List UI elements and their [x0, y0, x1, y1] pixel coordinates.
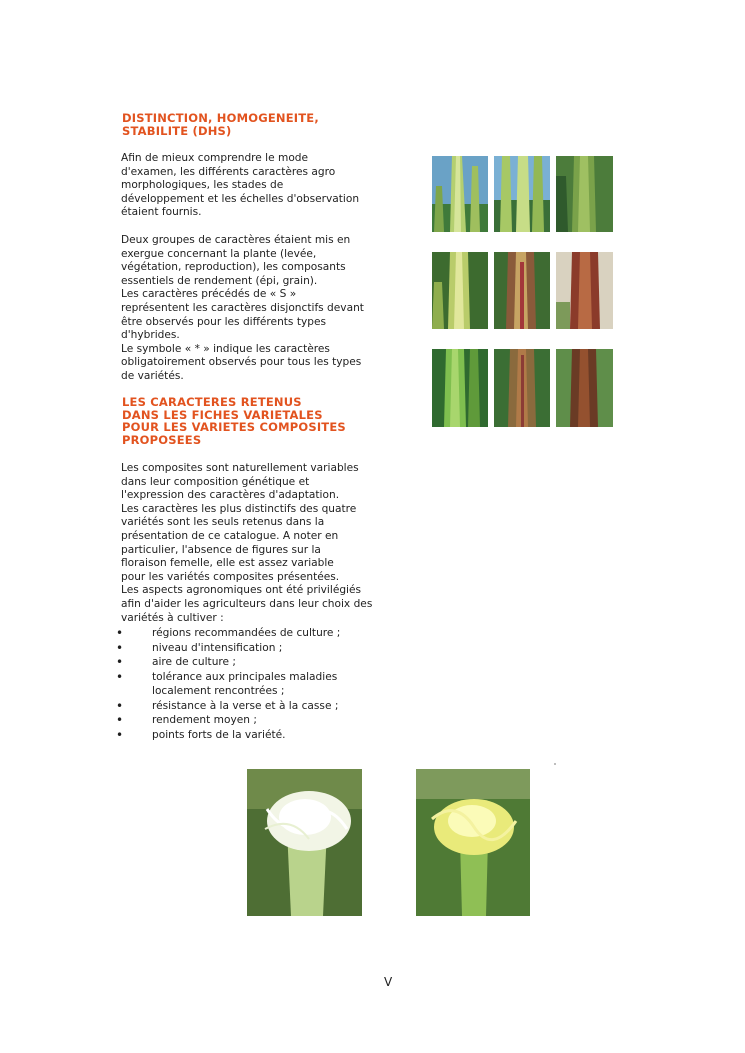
bullet-icon: • [116, 713, 124, 727]
tassel-photo-red-3 [494, 349, 550, 427]
list-item: • points forts de la variété. [116, 727, 286, 742]
list-item: • rendement moyen ; [116, 713, 257, 727]
bullet-icon: • [116, 626, 124, 640]
silk-photo-white [247, 769, 362, 916]
list-item: • niveau d'intensification ; [116, 640, 283, 655]
bullet-list-agronomic-aspects [116, 626, 396, 742]
page-number: V [384, 975, 393, 989]
tassel-photo-green-2 [494, 156, 550, 232]
bullet-icon: • [116, 669, 124, 684]
silk-photo-yellow [416, 769, 530, 916]
list-item: • résistance à la verse et à la casse ; [116, 698, 339, 713]
bullet-icon: • [116, 727, 124, 742]
paragraph-intro: Afin de mieux comprendre le mode d'examen, les différents caractères agro morphologiques, les stades de développement et les échelles d'observation étaient fournis. [121, 152, 360, 219]
scan-speck [554, 763, 556, 765]
list-item: • aire de culture ; [116, 655, 236, 669]
tassel-photo-green-1 [432, 156, 488, 232]
tassel-photo-red-2 [556, 252, 613, 329]
paragraph-character-groups: Deux groupes de caractères étaient mis en exergue concernant la plante (levée, végétation, reproduction), les composants essentiels de rendement (épi, grain). Les caractères précédés de « S » représentent les caractères disjonctifs devant être observés pour les différents types d'hybrides. Le symbole « * » indique les caractères obligatoirement observés pour tous les types de variétés. [121, 234, 364, 382]
tassel-photo-red-4 [556, 349, 613, 427]
paragraph-composites: Les composites sont naturellement variables dans leur composition génétique et l'expression des caractères d'adaptation. Les caractères les plus distinctifs des quatre variétés sont les seuls retenus dans la présentation de ce catalogue. A noter en particulier, l'absence de figures sur la floraison femelle, elle est assez variable pour les variétés composites présentées. Les aspects agronomiques ont été privilégiés afin d'aider les agriculteurs dans leur choix des variétés à cultiver : [121, 462, 373, 624]
tassel-photo-red-1 [494, 252, 550, 329]
section-heading-dhs: DISTINCTION, HOMOGENEITE, STABILITE (DHS) [122, 111, 319, 138]
tassel-photo-green-3 [556, 156, 613, 232]
bullet-icon: • [116, 655, 124, 669]
tassel-photo-yellow-1 [432, 252, 488, 329]
section-heading-retained-characters: LES CARACTERES RETENUS DANS LES FICHES VARIETALES POUR LES VARIETES COMPOSITES PROPOSEES [122, 395, 346, 447]
bullet-icon: • [116, 698, 124, 713]
list-item: • tolérance aux principales maladies localement rencontrées ; [116, 669, 338, 697]
list-item: • régions recommandées de culture ; [116, 626, 341, 640]
tassel-photo-green-4 [432, 349, 488, 427]
bullet-icon: • [116, 640, 124, 655]
